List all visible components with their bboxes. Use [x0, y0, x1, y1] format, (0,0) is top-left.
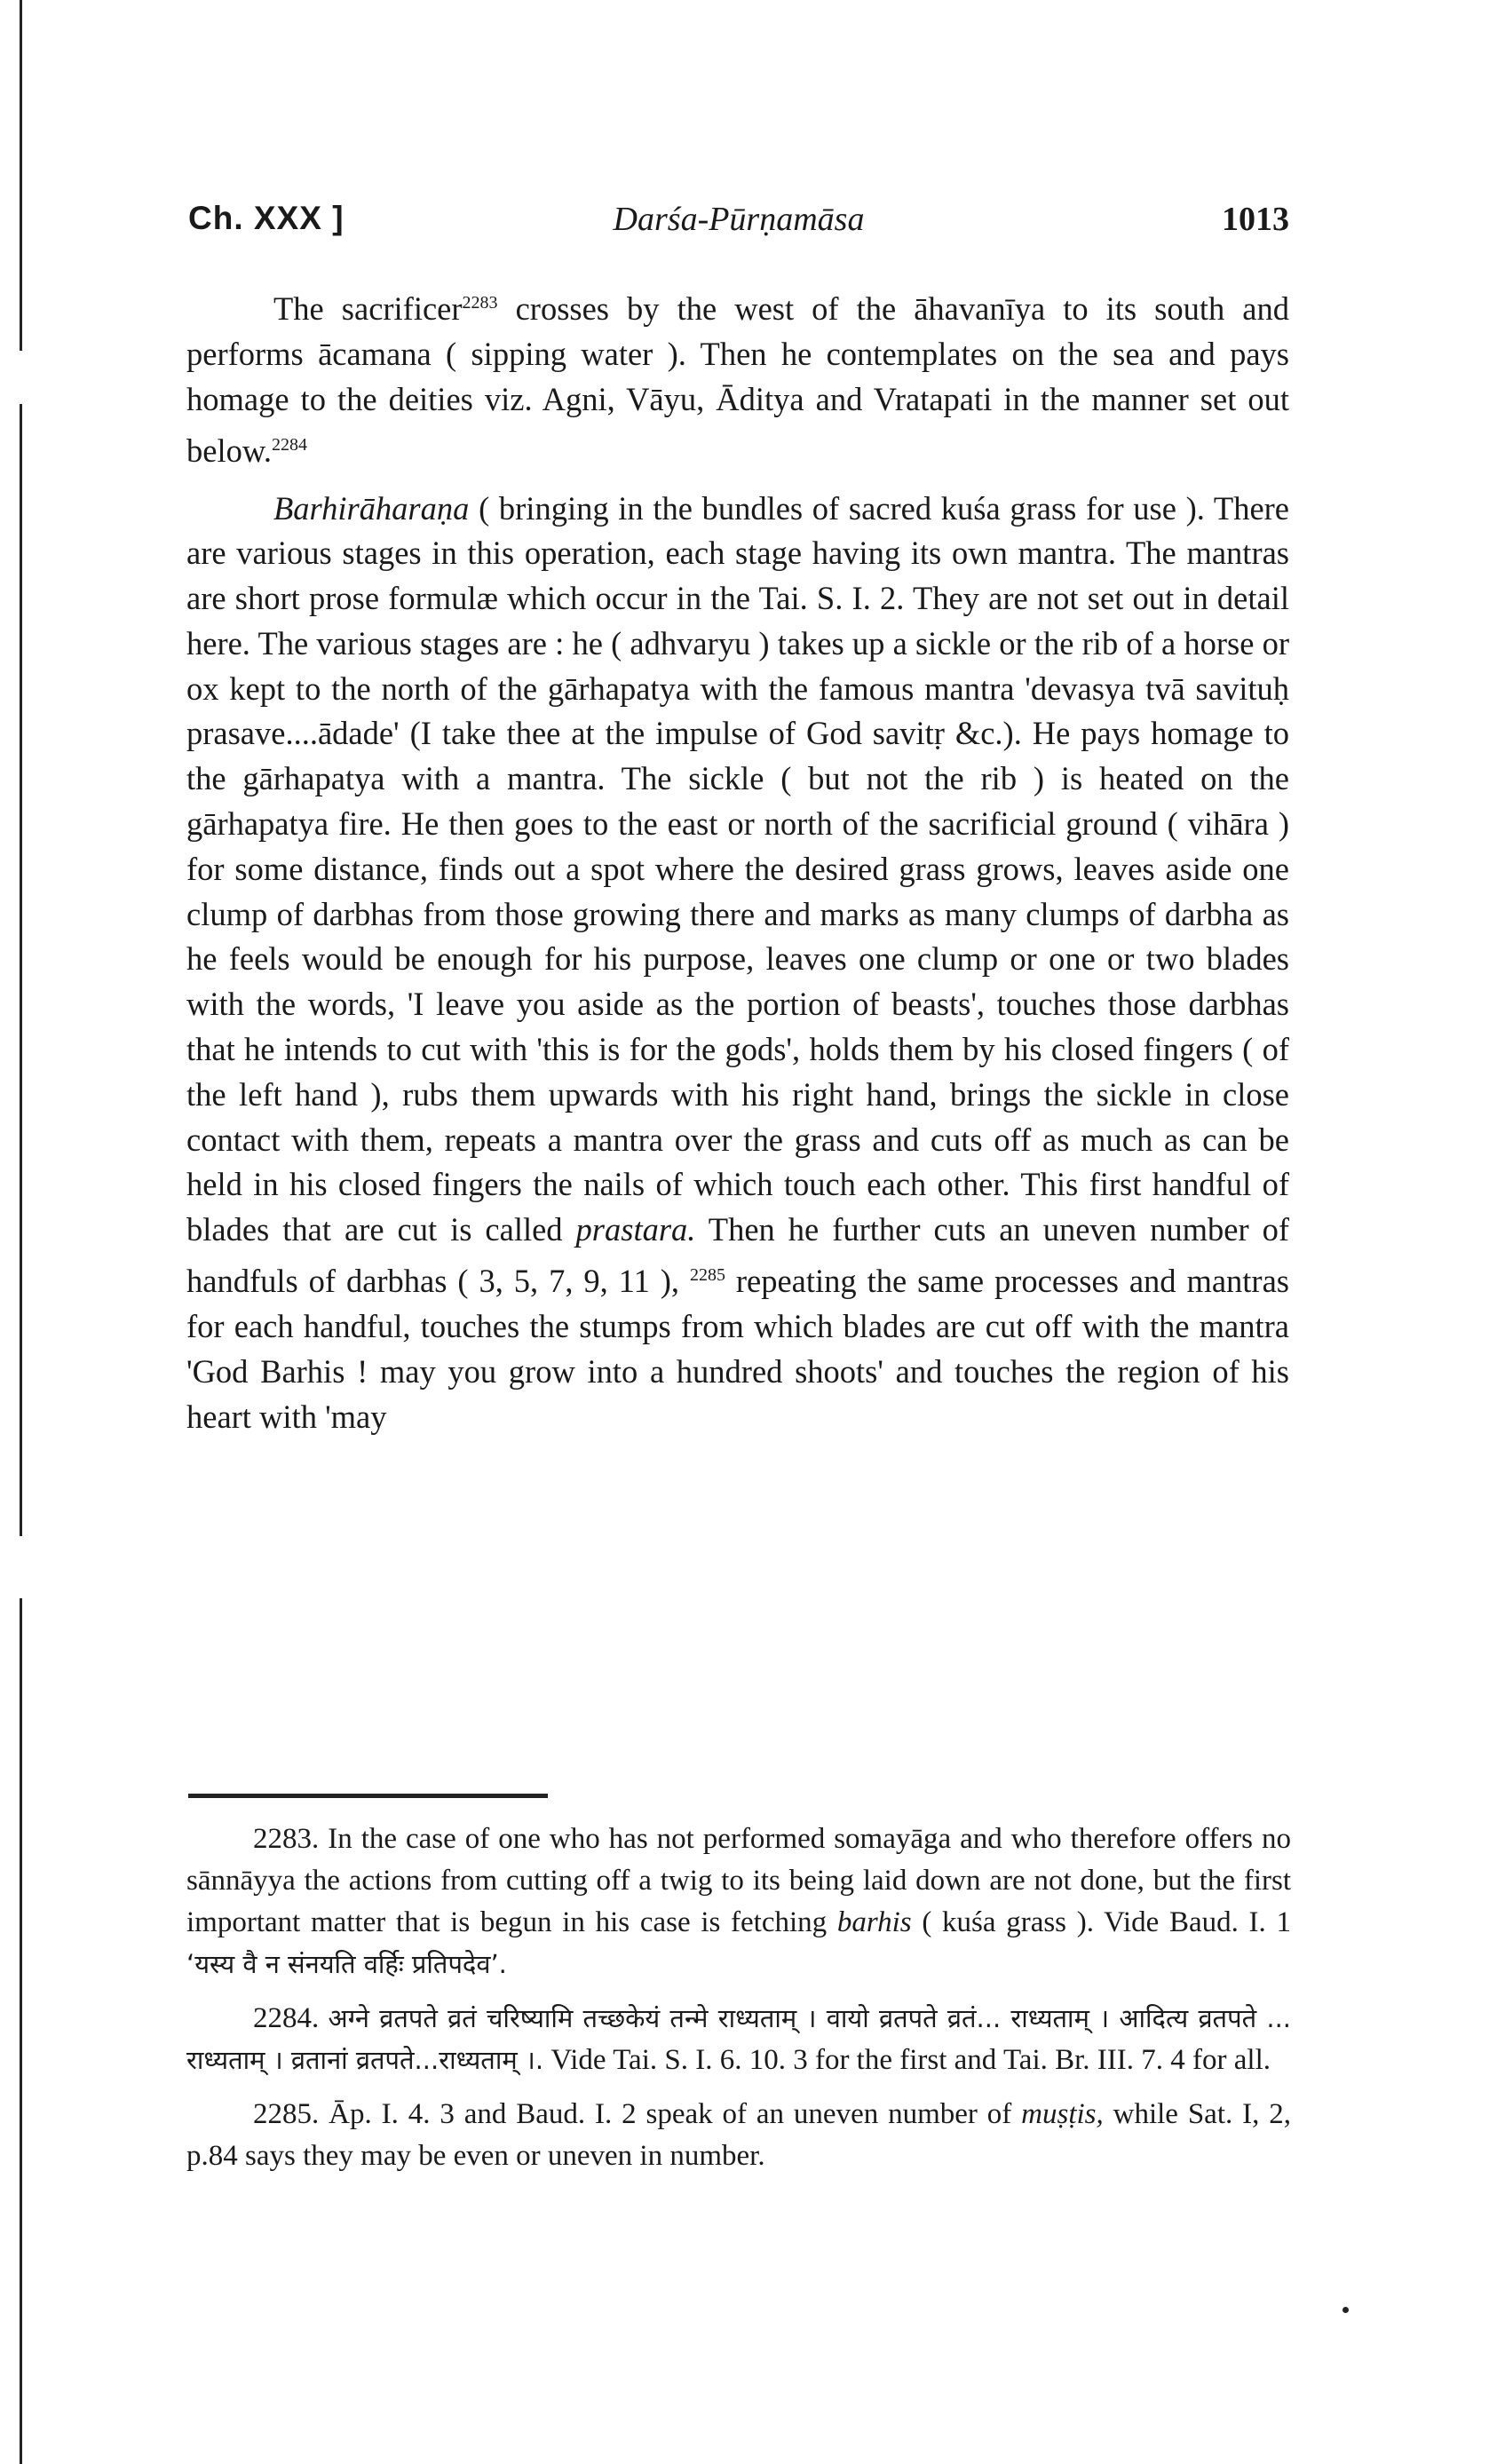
scan-speck	[1342, 2307, 1349, 2313]
footnote-ref-2284: 2284	[271, 434, 307, 455]
scan-edge-line-mid	[20, 404, 22, 1536]
page-number: 1013	[1222, 201, 1289, 238]
running-header	[188, 200, 1289, 253]
sanskrit-quote: ‘यस्य वै न संनयति वर्हिः प्रतिपदेव’.	[186, 1949, 507, 1979]
paragraph-barhiraharana	[186, 487, 1289, 1440]
term-prastara: prastara.	[575, 1211, 696, 1248]
footnote-text: Vide Tai. S. I. 6. 10. 3 for the first and Tai. Br. III. 7. 4 for all.	[543, 2044, 1271, 2076]
main-text	[186, 281, 1289, 1439]
footnote-text: 2283. In the case of one who has not performed somayāga and who therefore offers no sānnāyya the actions from cutting off a twig to its being laid down are not done, but the first important matter that is begun in his case is fetching	[186, 1823, 1291, 1938]
term-barhis: barhis	[836, 1906, 912, 1938]
footnote-ref-2285: 2285	[689, 1265, 725, 1286]
running-title: Darśa-Pūrṇamāsa	[613, 201, 865, 238]
paragraph-text: repeating the same processes and mantras for each handful, touches the stumps from which blades are cut off with the mantra 'God Barhis ! may you grow into a hundred shoots' and touches the region of his heart with 'may	[186, 1263, 1289, 1435]
paragraph-text: ( bringing in the bundles of sacred kuśa grass for use ). There are various stages in this operation, each stage having its own mantra. The mantras are short prose formulæ which occur in the Tai. S. I. 2. They are not set out in detail here. The various stages are : he ( adhvaryu ) takes up a sickle or the rib of a horse or ox kept to the north of the gārhapatya with the famous mantra 'devasya tvā savituḥ prasave....ādade' (I take thee at the impulse of God savitṛ &c.). He pays homage to the gārhapatya with a mantra. The sickle ( but not the rib ) is heated on the gārhapatya fire. He then goes to the east or north of the sacrificial ground ( vihāra ) for some distance, finds out a spot where the desired grass grows, leaves aside one clump of darbhas from those growing there and marks as many clumps of darbha as he feels would be enough for his purpose, leaves one clump or one or two blades with the words, 'I leave you aside as the portion of beasts', touches those darbhas that he intends to cut with 'this is for the gods', holds them by his closed fingers ( of the left hand ), rubs them upwards with his right hand, brings the sickle in close contact with them, repeats a mantra over the grass and cuts off as much as can be held in his closed fingers the nails of which touch each other. This first handful of blades that are cut is called	[186, 489, 1289, 1248]
scan-edge-line-bottom	[20, 1598, 22, 2464]
paragraph-text: crosses by the west of the āhavanīya to its south and performs ācamana ( sipping water ). Then he contemplates on the sea and pays homage to the deities viz. Agni, Vāyu, Āditya and Vratapati in the manner set out below.	[186, 290, 1290, 469]
footnote-separator	[188, 1794, 548, 1798]
term-barhiraharana: Barhirāharaṇa	[273, 489, 470, 527]
chapter-label: Ch. XXX ]	[188, 200, 345, 236]
footnote-ref-2283: 2283	[462, 293, 498, 313]
footnote-2285	[186, 2094, 1291, 2177]
footnote-number: 2284.	[253, 2002, 329, 2034]
footnote-2284	[186, 1998, 1291, 2081]
footnotes	[186, 1818, 1291, 2177]
footnote-2283	[186, 1818, 1291, 1985]
paragraph-text: Then he further cuts an uneven number of handfuls of darbhas ( 3, 5, 7, 9, 11 ),	[186, 1211, 1289, 1300]
scan-edge-line-top	[20, 0, 22, 351]
term-mustis: muṣṭis,	[1021, 2098, 1104, 2130]
footnote-text: 2285. Āp. I. 4. 3 and Baud. I. 2 speak of an uneven number of	[253, 2098, 1022, 2130]
footnote-text: ( kuśa grass ). Vide Baud. I. 1	[911, 1906, 1291, 1938]
sanskrit-quote: अग्ने व्रतपते व्रतं चरिष्यामि तच्छकेयं तन्मे राध्यताम् । वायो व्रतपते व्रतं... राध्यताम् । आदित्य व्रतपते ... राध्यताम् । व्रतानां व्रतपते...राध्यताम् ।.	[186, 2003, 1292, 2075]
footnote-text: while Sat. I, 2, p.84 says they may be even or uneven in number.	[186, 2098, 1291, 2172]
paragraph-sacrificer	[186, 281, 1289, 474]
paragraph-text: The sacrificer	[273, 290, 463, 328]
